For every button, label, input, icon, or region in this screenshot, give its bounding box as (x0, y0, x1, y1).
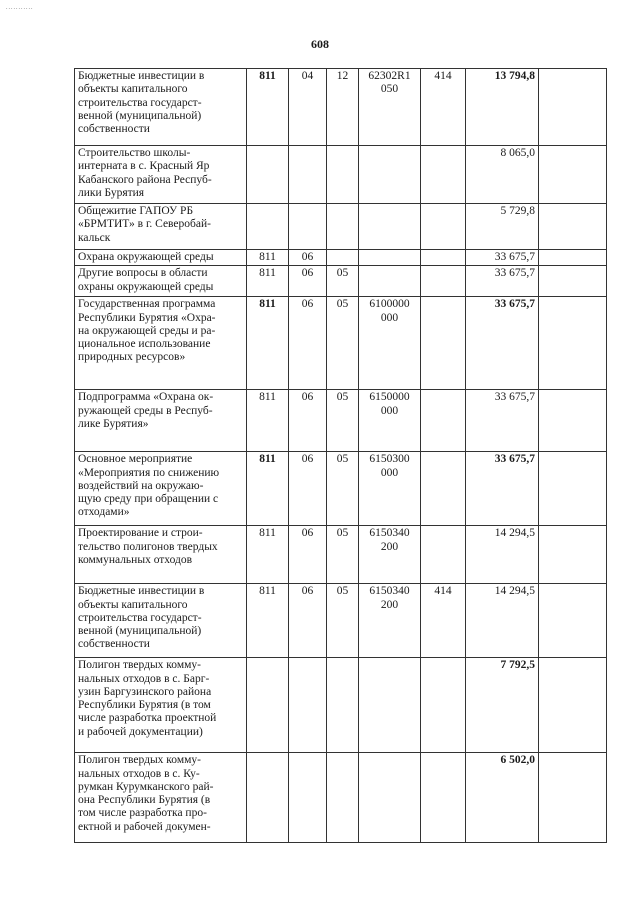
table-row (75, 266, 607, 297)
cell-expense-type (421, 390, 466, 452)
name-line: «Мероприятия по снижению (78, 466, 220, 479)
cell-amount: 14 294,5 (466, 584, 539, 658)
cell-section: 04 (289, 69, 327, 146)
cell-expense-type (421, 526, 466, 584)
table-row (75, 297, 607, 390)
cell-name (75, 753, 247, 843)
name-line: Общежитие ГАПОУ РБ (78, 205, 194, 217)
scan-mark: ........... (6, 5, 34, 11)
table-body (75, 69, 607, 843)
cell-section (289, 753, 327, 843)
name-line: Полигон твердых комму- (78, 754, 201, 767)
table-row (75, 146, 607, 204)
cell-section: 06 (289, 266, 327, 297)
cell-subsection: 12 (327, 69, 359, 146)
name-line: природных ресурсов» (78, 351, 186, 364)
name-line: числе разработка проектной (78, 712, 217, 725)
cell-name (75, 584, 247, 658)
budget-table (74, 68, 607, 843)
name-line: Бюджетные инвестиции в (78, 585, 205, 598)
cell-subsection (327, 146, 359, 204)
cell-section (289, 204, 327, 250)
name-line: Полигон твердых комму- (78, 659, 201, 672)
cell-grbs: 811 (247, 390, 289, 452)
cell-amount: 33 675,7 (466, 250, 539, 266)
cell-section (289, 146, 327, 204)
name-line: воздействий на окружаю- (78, 479, 204, 492)
name-line: циональное использование (78, 338, 211, 351)
cell-name (75, 266, 247, 297)
cell-amount: 33 675,7 (466, 297, 539, 390)
name-line: лики Бурятия (78, 186, 145, 199)
name-line: Другие вопросы в области (78, 267, 208, 280)
name-line: Охрана окружающей среды (78, 251, 214, 263)
cell-expense-type (421, 452, 466, 526)
cell-grbs: 811 (247, 584, 289, 658)
cell-amount: 33 675,7 (466, 390, 539, 452)
cell-grbs (247, 658, 289, 753)
cell-target-item (359, 266, 421, 297)
name-line: нальных отходов в с. Барг- (78, 672, 210, 685)
table-row (75, 584, 607, 658)
cell-extra (539, 452, 607, 526)
name-line: том числе разработка про- (78, 807, 207, 820)
page-number: 608 (311, 37, 329, 51)
cell-target-item (359, 658, 421, 753)
cell-expense-type: 414 (421, 584, 466, 658)
cell-extra (539, 146, 607, 204)
cell-grbs (247, 146, 289, 204)
cell-target-item: 6150300 000 (359, 452, 421, 526)
name-line: собственности (78, 123, 150, 136)
cell-grbs: 811 (247, 69, 289, 146)
cell-grbs: 811 (247, 250, 289, 266)
name-line: строительства государст- (78, 611, 202, 624)
cell-extra (539, 69, 607, 146)
name-line: Республики Бурятия «Охра- (78, 311, 216, 324)
cell-target-item: 6150000 000 (359, 390, 421, 452)
cell-amount: 5 729,8 (466, 204, 539, 250)
name-line: «БРМТИТ» в г. Северобай- (78, 218, 211, 231)
cell-subsection (327, 658, 359, 753)
cell-extra (539, 658, 607, 753)
table-row (75, 390, 607, 452)
name-line: щую среду при обращении с (78, 493, 219, 506)
cell-expense-type (421, 658, 466, 753)
cell-extra (539, 204, 607, 250)
cell-section: 06 (289, 526, 327, 584)
cell-subsection: 05 (327, 266, 359, 297)
name-line: объекты капитального (78, 83, 188, 96)
name-line: кальск (78, 231, 111, 244)
cell-section: 06 (289, 390, 327, 452)
name-line: объекты капитального (78, 598, 188, 611)
name-line: Бюджетные инвестиции в (78, 70, 205, 82)
cell-name (75, 452, 247, 526)
cell-amount: 13 794,8 (466, 69, 539, 146)
cell-target-item (359, 146, 421, 204)
cell-target-item: 6100000 000 (359, 297, 421, 390)
name-line: интерната в с. Красный Яр (78, 160, 210, 173)
cell-target-item: 6150340 200 (359, 526, 421, 584)
cell-extra (539, 526, 607, 584)
name-line: коммунальных отходов (78, 553, 193, 566)
cell-amount: 14 294,5 (466, 526, 539, 584)
cell-subsection: 05 (327, 297, 359, 390)
cell-name (75, 658, 247, 753)
cell-section: 06 (289, 250, 327, 266)
cell-section: 06 (289, 452, 327, 526)
cell-extra (539, 753, 607, 843)
name-line: на окружающей среды и ра- (78, 324, 216, 337)
cell-expense-type (421, 753, 466, 843)
cell-name (75, 69, 247, 146)
name-line: Строительство школы- (78, 147, 191, 159)
name-line: лике Бурятия» (78, 417, 149, 430)
cell-name (75, 250, 247, 266)
cell-grbs: 811 (247, 526, 289, 584)
cell-amount: 6 502,0 (466, 753, 539, 843)
name-line: строительства государст- (78, 96, 202, 109)
cell-expense-type (421, 250, 466, 266)
cell-expense-type (421, 266, 466, 297)
cell-extra (539, 584, 607, 658)
name-line: отходами» (78, 506, 130, 519)
cell-expense-type (421, 146, 466, 204)
cell-subsection: 05 (327, 390, 359, 452)
name-line: охраны окружающей среды (78, 280, 214, 293)
name-line: Республики Бурятия (в том (78, 699, 211, 712)
cell-amount: 33 675,7 (466, 266, 539, 297)
name-line: и рабочей документации) (78, 725, 203, 738)
cell-target-item: 6150340 200 (359, 584, 421, 658)
cell-section (289, 658, 327, 753)
cell-section: 06 (289, 584, 327, 658)
cell-expense-type: 414 (421, 69, 466, 146)
cell-section: 06 (289, 297, 327, 390)
table-row (75, 69, 607, 146)
table-row (75, 204, 607, 250)
name-line: тельство полигонов твердых (78, 540, 218, 553)
cell-name (75, 146, 247, 204)
cell-grbs: 811 (247, 452, 289, 526)
cell-subsection: 05 (327, 526, 359, 584)
cell-target-item: 62302R1 050 (359, 69, 421, 146)
name-line: Государственная программа (78, 298, 216, 311)
name-line: Основное мероприятие (78, 453, 193, 466)
cell-target-item (359, 250, 421, 266)
name-line: ружающей среды в Респуб- (78, 404, 213, 417)
table-row (75, 526, 607, 584)
cell-grbs: 811 (247, 297, 289, 390)
cell-amount: 8 065,0 (466, 146, 539, 204)
name-line: ектной и рабочей докумен- (78, 820, 211, 833)
name-line: она Республики Бурятия (в (78, 794, 211, 807)
cell-subsection (327, 204, 359, 250)
name-line: Подпрограмма «Охрана ок- (78, 391, 214, 404)
name-line: Кабанского района Респуб- (78, 173, 212, 186)
cell-target-item (359, 753, 421, 843)
cell-grbs (247, 204, 289, 250)
cell-subsection: 05 (327, 452, 359, 526)
cell-extra (539, 297, 607, 390)
name-line: собственности (78, 638, 150, 651)
name-line: узин Баргузинского района (78, 685, 212, 698)
name-line: нальных отходов в с. Ку- (78, 767, 200, 780)
cell-name (75, 204, 247, 250)
name-line: Проектирование и строи- (78, 527, 203, 540)
cell-subsection: 05 (327, 584, 359, 658)
table-row (75, 250, 607, 266)
name-line: венной (муниципальной) (78, 625, 202, 638)
table-row (75, 658, 607, 753)
cell-expense-type (421, 204, 466, 250)
cell-expense-type (421, 297, 466, 390)
cell-extra (539, 250, 607, 266)
name-line: венной (муниципальной) (78, 109, 202, 122)
cell-grbs: 811 (247, 266, 289, 297)
name-line: румкан Курумканского рай- (78, 780, 214, 793)
cell-grbs (247, 753, 289, 843)
cell-subsection (327, 753, 359, 843)
cell-subsection (327, 250, 359, 266)
cell-amount: 33 675,7 (466, 452, 539, 526)
cell-name (75, 526, 247, 584)
cell-target-item (359, 204, 421, 250)
cell-extra (539, 390, 607, 452)
cell-extra (539, 266, 607, 297)
cell-name (75, 297, 247, 390)
cell-amount: 7 792,5 (466, 658, 539, 753)
table-row (75, 753, 607, 843)
cell-name (75, 390, 247, 452)
table-row (75, 452, 607, 526)
